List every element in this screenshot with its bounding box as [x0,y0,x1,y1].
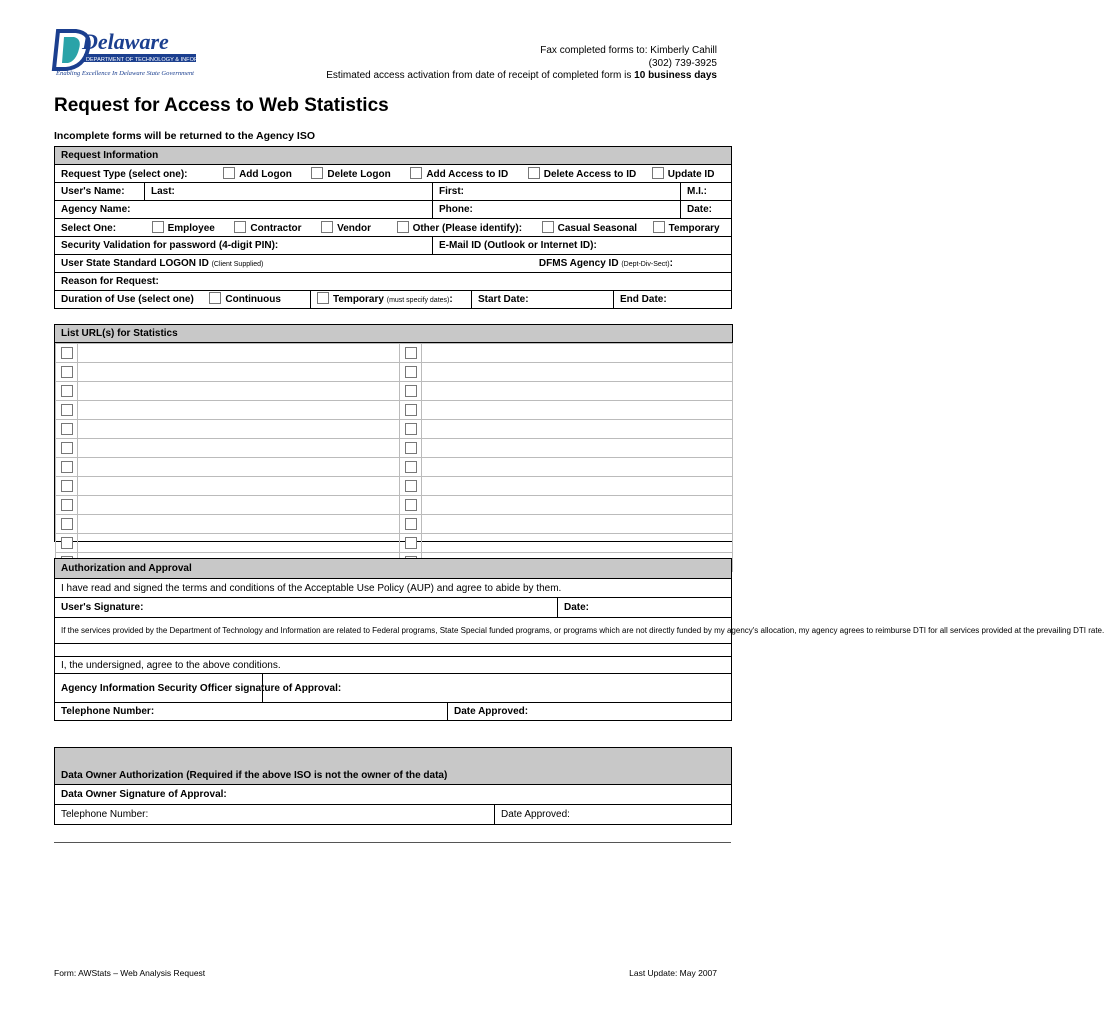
date-field[interactable]: Date: [681,201,732,219]
data-owner-table [54,747,732,825]
funding-statement: If the services provided by the Department of Technology and Information are related to Federal programs, State Special funded programs, or programs which are not directly funded by my agency's allocation, my agency agrees to reimburse DTI for all services provided at the prevailing DTI rate. [55,618,732,644]
dfms-agency-label: DFMS Agency ID [538,258,619,269]
casual-seasonal-checkbox[interactable] [542,221,554,233]
vendor-checkbox[interactable] [321,221,333,233]
request-type-row [55,165,732,183]
contractor-checkbox[interactable] [234,221,246,233]
url-checkbox-cell [56,534,78,553]
url-input-cell[interactable] [78,439,400,458]
fax-number: (302) 739-3925 [648,57,717,69]
url-checkbox-cell [400,420,422,439]
iso-signature-label: Agency Information Security Officer signature of Approval: [55,674,263,703]
url-row [56,515,733,534]
end-date-field[interactable]: End Date: [620,294,667,305]
url-input-cell[interactable] [78,515,400,534]
url-input-cell[interactable] [422,382,733,401]
delete-logon-label: Delete Logon [327,169,391,180]
other-checkbox[interactable] [397,221,409,233]
delete-access-checkbox[interactable] [528,167,540,179]
url-checkbox-cell [400,344,422,363]
logon-row: User State Standard LOGON ID (Client Supplied) DFMS Agency ID (Dept-Div-Sect): [55,255,732,273]
url-input-cell[interactable] [78,458,400,477]
url-checkbox-cell [400,496,422,515]
delaware-dti-logo [54,27,220,79]
url-input-cell[interactable] [78,420,400,439]
url-input-cell[interactable] [422,477,733,496]
page-title: Request for Access to Web Statistics [54,95,389,116]
url-input-cell[interactable] [78,344,400,363]
temporary-duration-checkbox[interactable] [317,292,329,304]
url-checkbox[interactable] [61,461,73,473]
url-checkbox[interactable] [61,442,73,454]
url-input-cell[interactable] [422,439,733,458]
url-row [56,363,733,382]
url-checkbox-cell [56,363,78,382]
signature-date-field[interactable]: Date: [558,598,732,618]
url-checkbox[interactable] [405,423,417,435]
authorization-table [54,558,1104,721]
divider [54,842,731,843]
users-signature-field[interactable]: User's Signature: [55,598,558,618]
delete-logon-checkbox[interactable] [311,167,323,179]
data-owner-signature-field[interactable]: Data Owner Signature of Approval: [55,785,732,805]
url-list-section [54,324,733,542]
url-checkbox[interactable] [61,385,73,397]
url-checkbox-cell [56,496,78,515]
url-input-cell[interactable] [422,534,733,553]
employee-checkbox[interactable] [152,221,164,233]
phone-field[interactable]: Phone: [433,201,681,219]
url-row [56,496,733,515]
url-row [56,458,733,477]
request-type-label: Request Type (select one): [61,169,188,180]
url-checkbox[interactable] [61,480,73,492]
url-checkbox-cell [400,477,422,496]
url-checkbox[interactable] [405,404,417,416]
url-input-cell[interactable] [422,458,733,477]
security-pin-field[interactable]: Security Validation for password (4-digit PIN): [55,237,433,255]
url-row [56,420,733,439]
url-checkbox[interactable] [61,518,73,530]
fax-instructions [326,45,717,83]
data-owner-header: Data Owner Authorization (Required if the above ISO is not the owner of the data) [55,748,732,785]
url-checkbox[interactable] [405,442,417,454]
url-checkbox[interactable] [61,347,73,359]
url-input-cell[interactable] [78,363,400,382]
request-information-header: Request Information [55,147,732,165]
logon-id-label: User State Standard LOGON ID [61,258,209,269]
add-logon-label: Add Logon [239,169,292,180]
url-checkbox-cell [56,458,78,477]
url-checkbox[interactable] [61,423,73,435]
owner-telephone-field[interactable]: Telephone Number: [55,805,495,825]
add-logon-checkbox[interactable] [223,167,235,179]
url-input-cell[interactable] [422,344,733,363]
update-id-label: Update ID [667,169,715,180]
add-access-label: Add Access to ID [426,169,509,180]
spacer-row [55,644,732,657]
date-approved-field[interactable]: Date Approved: [448,703,732,721]
form-name: Form: AWStats – Web Analysis Request [54,968,206,978]
url-checkbox[interactable] [405,499,417,511]
url-checkbox-cell [400,382,422,401]
continuous-label: Continuous [225,294,281,305]
url-input-cell[interactable] [422,363,733,382]
url-checkbox[interactable] [405,347,417,359]
url-list-header: List URL(s) for Statistics [55,325,732,343]
fax-contact: Fax completed forms to: Kimberly Cahill [540,45,717,56]
url-checkbox-cell [400,458,422,477]
last-update: Last Update: May 2007 [629,968,717,978]
add-access-checkbox[interactable] [410,167,422,179]
authorization-header: Authorization and Approval [55,559,732,579]
url-checkbox[interactable] [61,366,73,378]
owner-date-approved-field[interactable]: Date Approved: [495,805,732,825]
contractor-label: Contractor [250,223,302,234]
url-input-cell[interactable] [78,382,400,401]
url-checkbox[interactable] [405,385,417,397]
last-name-field[interactable]: Last: [145,183,433,201]
select-one-row [55,219,732,237]
delete-access-label: Delete Access to ID [543,169,637,180]
select-one-label: Select One: [61,223,117,234]
url-checkbox-cell [400,534,422,553]
agency-name-field[interactable]: Agency Name: [55,201,433,219]
email-id-field[interactable]: E-Mail ID (Outlook or Internet ID): [433,237,732,255]
reason-field[interactable]: Reason for Request: [55,273,732,291]
logo-wordmark: Delaware [82,29,169,54]
aup-statement: I have read and signed the terms and conditions of the Acceptable Use Policy (AUP) and agree to abide by them. [55,579,732,598]
temporary-label: Temporary [668,223,720,234]
url-checkbox-cell [56,420,78,439]
url-checkbox-cell [56,401,78,420]
logo-slogan: Enabling Excellence In Delaware State Government [56,70,194,77]
url-checkbox-cell [400,515,422,534]
url-checkbox[interactable] [61,499,73,511]
url-input-cell[interactable] [78,496,400,515]
duration-label: Duration of Use (select one) [61,294,194,305]
first-name-field[interactable]: First: [433,183,681,201]
logo-tagline: DEPARTMENT OF TECHNOLOGY & INFORMATION [86,57,220,63]
url-grid [55,343,733,572]
url-checkbox-cell [56,515,78,534]
url-checkbox[interactable] [405,480,417,492]
url-checkbox-cell [400,401,422,420]
logon-id-note: (Client Supplied) [211,261,264,268]
users-name-label: User's Name: [55,183,145,201]
url-row [56,534,733,553]
url-checkbox[interactable] [61,537,73,549]
url-input-cell[interactable] [422,515,733,534]
start-date-field[interactable]: Start Date: [472,291,614,308]
incomplete-note: Incomplete forms will be returned to the Agency ISO [54,130,315,142]
url-input-cell[interactable] [422,496,733,515]
telephone-field[interactable]: Telephone Number: [55,703,448,721]
url-row [56,344,733,363]
agree-statement: I, the undersigned, agree to the above conditions. [55,657,732,674]
casual-seasonal-label: Casual Seasonal [557,223,638,234]
url-checkbox-cell [400,363,422,382]
dfms-agency-note: (Dept-Div-Sect) [621,261,670,268]
url-checkbox-cell [400,439,422,458]
url-row [56,382,733,401]
duration-row: Duration of Use (select one) Continuous Temporary (must specify dates): Start Date: End Date: [55,291,732,309]
url-row [56,439,733,458]
temporary-checkbox[interactable] [653,221,665,233]
url-input-cell[interactable] [422,420,733,439]
url-input-cell[interactable] [422,401,733,420]
url-checkbox[interactable] [405,366,417,378]
continuous-checkbox[interactable] [209,292,221,304]
url-row [56,401,733,420]
url-input-cell[interactable] [78,401,400,420]
vendor-label: Vendor [337,223,371,234]
url-row [56,477,733,496]
update-id-checkbox[interactable] [652,167,664,179]
url-checkbox[interactable] [61,404,73,416]
other-label: Other (Please identify): [412,223,523,234]
temporary-duration-label: Temporary [333,294,384,305]
url-checkbox[interactable] [405,461,417,473]
url-checkbox-cell [56,382,78,401]
url-checkbox[interactable] [405,518,417,530]
url-checkbox[interactable] [405,537,417,549]
activation-note: Estimated access activation from date of receipt of completed form is 10 business days [326,70,717,81]
middle-initial-field[interactable]: M.I.: [681,183,732,201]
request-information-table [54,146,732,309]
url-checkbox-cell [56,439,78,458]
url-checkbox-cell [56,477,78,496]
url-input-cell[interactable] [78,477,400,496]
employee-label: Employee [167,223,215,234]
url-input-cell[interactable] [78,534,400,553]
url-checkbox-cell [56,344,78,363]
